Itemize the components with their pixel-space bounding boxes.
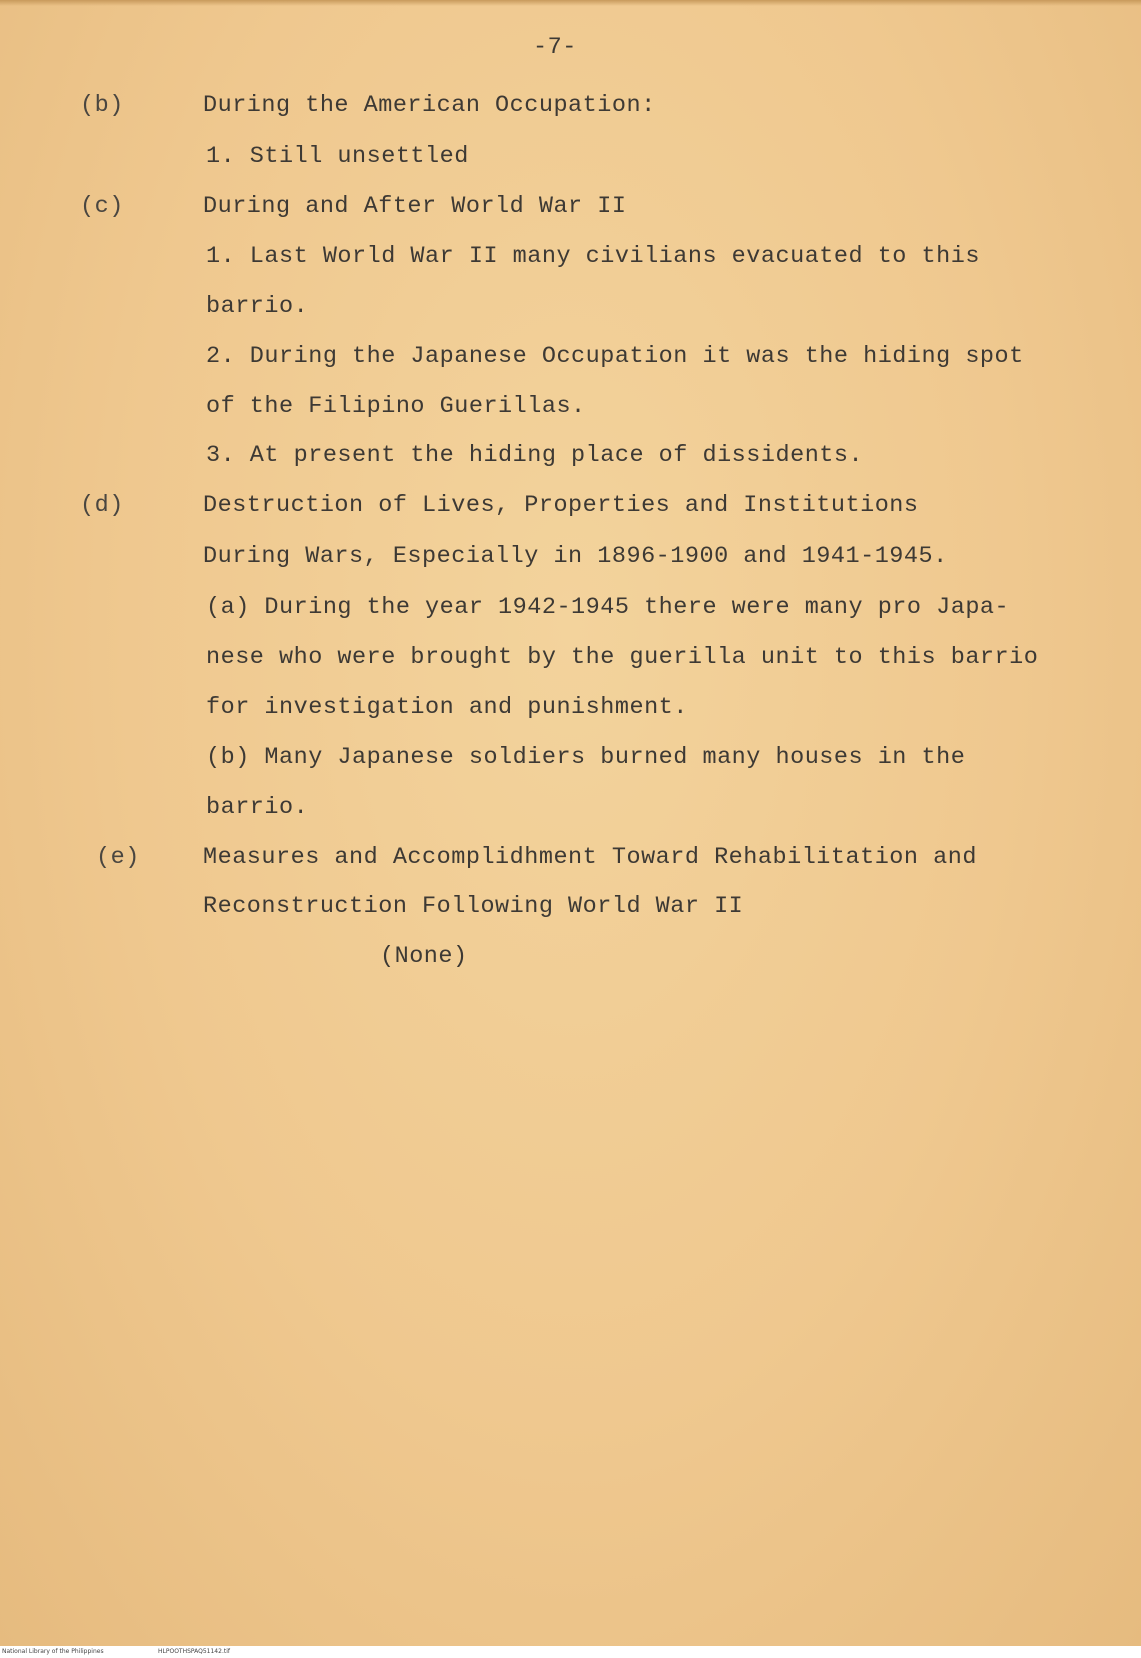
- page-number: -7-: [533, 34, 577, 61]
- section-d-line: barrio.: [206, 794, 309, 821]
- section-d-heading: Destruction of Lives, Properties and Institutions: [203, 492, 919, 519]
- section-c-line: of the Filipino Guerillas.: [206, 393, 586, 420]
- section-d-line: nese who were brought by the guerilla unit to this barrio: [206, 644, 1039, 671]
- section-c-line: 1. Last World War II many civilians evacuated to this: [206, 243, 980, 270]
- section-label-e: (e): [96, 844, 140, 871]
- footer-filename: HLPOOTHSPAQ51142.tif: [158, 1648, 230, 1655]
- section-d-line: for investigation and punishment.: [206, 694, 688, 721]
- section-e-heading: Reconstruction Following World War II: [203, 893, 744, 920]
- section-d-line: (a) During the year 1942-1945 there were many pro Japa-: [206, 594, 1010, 621]
- footer-source: National Library of the Philippines: [2, 1648, 104, 1655]
- section-d-heading: During Wars, Especially in 1896-1900 and 1941-1945.: [203, 543, 948, 570]
- section-c-line: 2. During the Japanese Occupation it was the hiding spot: [206, 343, 1024, 370]
- section-b-line: 1. Still unsettled: [206, 143, 469, 170]
- section-label-d: (d): [80, 492, 124, 519]
- section-e-heading: Measures and Accomplidhment Toward Rehabilitation and: [203, 844, 977, 871]
- section-e-line: (None): [380, 943, 468, 970]
- section-b-heading: During the American Occupation:: [203, 92, 656, 119]
- section-d-line: (b) Many Japanese soldiers burned many houses in the: [206, 744, 966, 771]
- section-c-line: barrio.: [206, 293, 309, 320]
- section-label-c: (c): [80, 193, 124, 220]
- section-label-b: (b): [80, 92, 124, 119]
- section-c-line: 3. At present the hiding place of dissidents.: [206, 442, 864, 469]
- section-c-heading: During and After World War II: [203, 193, 627, 220]
